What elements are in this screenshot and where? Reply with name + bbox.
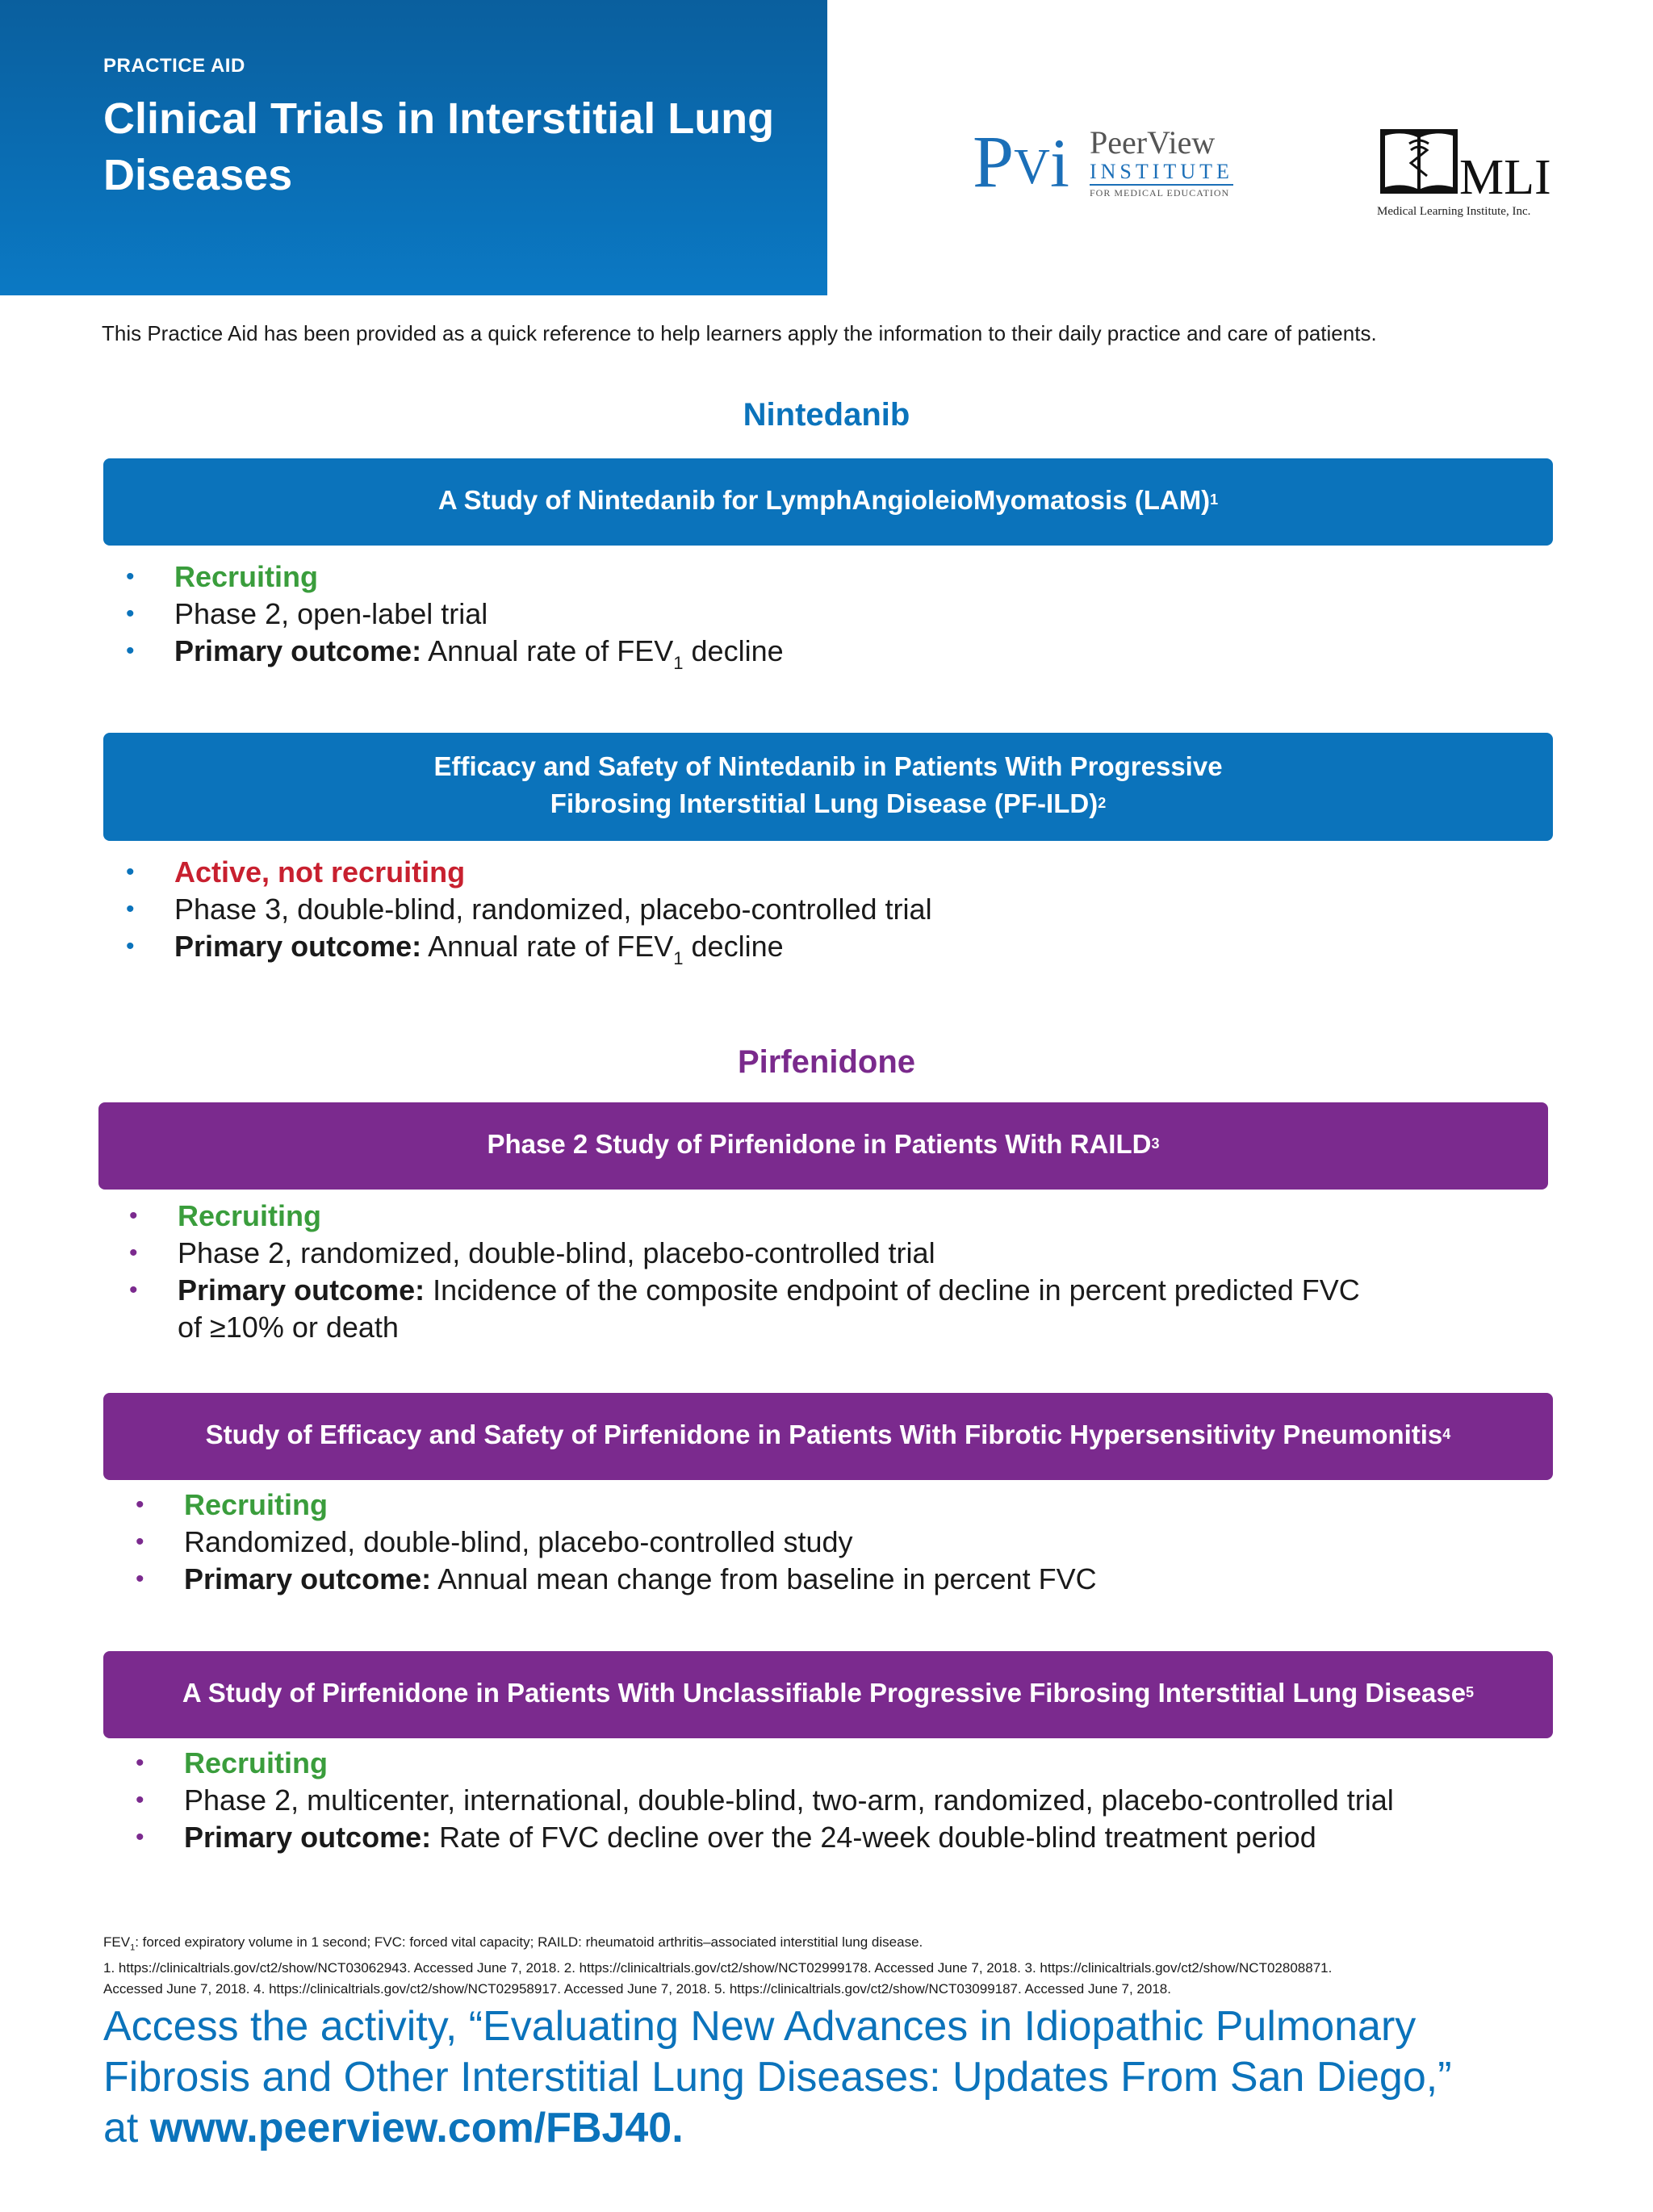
trial-banner-uild [103,1651,1553,1738]
list-item: • Primary outcome: Rate of FVC decline over the 24-week double-blind treatment period [136,1821,1316,1854]
trial-banner-fibrotic-hp [103,1393,1553,1480]
outcome-subscript: 1 [673,948,684,968]
trial-banner-lam [103,458,1553,546]
list-item: • Primary outcome: Incidence of the composite endpoint of decline in percent predicted FVC of ≥10% or death [129,1273,1360,1344]
trial-design: Phase 2, open-label trial [174,597,488,630]
abbr-text-end: : forced expiratory volume in 1 second; FVC: forced vital capacity; RAILD: rheumatoid arthritis–associated interstitial lung disease. [135,1934,923,1950]
mli-sub: Medical Learning Institute, Inc. [1377,205,1531,218]
page-title: Clinical Trials in Interstitial Lung Diseases [103,94,775,199]
trial-title: A Study of Pirfenidone in Patients With Unclassifiable Progressive Fibrosing Interstitial Lung Disease [182,1677,1467,1708]
ref-number: 4 [1442,1425,1451,1442]
pvi-name: PeerView [1090,124,1216,161]
trial-title-line1: Efficacy and Safety of Nintedanib in Patients With Progressive [433,751,1223,781]
list-item: • Primary outcome: Annual mean change from baseline in percent FVC [136,1562,1097,1595]
mli-letters: MLI [1459,150,1551,205]
list-item: • Recruiting [129,1199,322,1232]
ref-number: 1 [1210,491,1219,508]
trial-title: Phase 2 Study of Pirfenidone in Patients With RAILD [487,1128,1152,1159]
cta-at: at [103,2105,150,2151]
trial-title-line2: Fibrosing Interstitial Lung Disease (PF-ILD) [550,788,1099,818]
trial-banner-raild [98,1102,1548,1190]
outcome-text-end: decline [683,634,784,667]
list-item: • Phase 2, multicenter, international, double-blind, two-arm, randomized, placebo-controlled trial [136,1783,1394,1817]
eyebrow-label: PRACTICE AID [103,55,245,77]
trial-details-lam [126,558,784,674]
intro-text: This Practice Aid has been provided as a quick reference to help learners apply the information to their daily practice and care of patients. [102,321,1377,345]
mli-logo [1372,121,1566,226]
outcome-text: Rate of FVC decline over the 24-week double-blind treatment period [439,1821,1316,1854]
ref-number: 5 [1466,1683,1475,1700]
abbr-text: FEV [103,1934,131,1950]
list-item: • Phase 3, double-blind, randomized, placebo-controlled trial [126,893,932,926]
outcome-text: Incidence of the composite endpoint of decline in percent predicted FVC [433,1273,1360,1307]
list-item: • Phase 2, open-label trial [126,597,488,630]
trial-design: Phase 3, double-blind, randomized, placebo-controlled trial [174,893,932,926]
outcome-text: Annual rate of FEV [428,930,674,963]
trial-title: A Study of Nintedanib for LymphAngioleioMyomatosis (LAM) [437,484,1211,515]
pvi-sub: FOR MEDICAL EDUCATION [1090,187,1230,199]
list-item: • Phase 2, randomized, double-blind, placebo-controlled trial [129,1236,935,1269]
outcome-text: Annual mean change from baseline in percent FVC [437,1562,1097,1595]
ref-number: 2 [1098,794,1107,811]
trial-title: Study of Efficacy and Safety of Pirfenidone in Patients With Fibrotic Hypersensitivity Pneumonitis [205,1419,1443,1449]
trial-design: Phase 2, multicenter, international, double-blind, two-arm, randomized, placebo-controlled trial [184,1783,1394,1817]
list-item: • Randomized, double-blind, placebo-controlled study [136,1525,853,1558]
status-badge: Recruiting [184,1488,329,1521]
outcome-text-cont: of ≥10% or death [178,1311,399,1344]
outcome-label: Primary outcome: [184,1821,432,1854]
peerview-logo [973,121,1239,218]
list-item: • Active, not recruiting [126,855,466,889]
footnotes [103,1932,1572,2000]
trial-details-pf-ild [126,854,932,969]
book-caduceus-icon [1379,126,1459,197]
list-item: • Recruiting [136,1746,329,1779]
references-line1: 1. https://clinicaltrials.gov/ct2/show/NCT03062943. Accessed June 7, 2018. 2. https://clinicaltrials.gov/ct2/show/NCT02999178. Accessed June 7, 2018. 3. https://clinicaltrials.gov/ct2/show/NCT02808871. [103,1960,1333,1976]
list-item: • Recruiting [136,1488,329,1521]
trial-design: Randomized, double-blind, placebo-controlled study [184,1525,853,1558]
trial-banner-pf-ild [103,733,1553,841]
trial-design: Phase 2, randomized, double-blind, placebo-controlled trial [178,1236,935,1269]
list-item: • Recruiting [126,560,319,593]
outcome-text-end: decline [683,930,784,963]
abbr-subscript: 1 [130,1942,136,1953]
outcome-label: Primary outcome: [184,1562,432,1595]
list-item: • Primary outcome: Annual rate of $FEV_1$ decline [126,930,784,968]
status-badge: Active, not recruiting [174,855,466,889]
trial-details-uild [136,1745,1394,1856]
activity-link[interactable]: www.peerview.com/FBJ40. [149,2105,684,2151]
references-line2: Accessed June 7, 2018. 4. https://clinicaltrials.gov/ct2/show/NCT02958917. Accessed June 7, 2018. 5. https://clinicaltrials.gov/ct2/show/NCT03099187. Accessed June 7, 2018. [103,1981,1171,1997]
status-badge: Recruiting [174,560,319,593]
cta-line2: Fibrosis and Other Interstitial Lung Diseases: Updates From San Diego,” [103,2054,1452,2101]
status-badge: Recruiting [178,1199,322,1232]
abbreviations [103,1932,1572,1958]
outcome-label: Primary outcome: [174,634,422,667]
outcome-text: Annual rate of FEV [428,634,674,667]
call-to-action [103,2001,1621,2154]
list-item: • Primary outcome: Annual rate of $FEV_1$ decline [126,634,784,673]
section-heading-pirfenidone: Pirfenidone [737,1044,916,1080]
ref-number: 3 [1151,1135,1160,1152]
outcome-label: Primary outcome: [178,1273,425,1307]
pvi-institute: INSTITUTE [1090,160,1233,186]
outcome-label: Primary outcome: [174,930,422,963]
cta-line1: Access the activity, “Evaluating New Advances in Idiopathic Pulmonary [103,2003,1417,2050]
outcome-subscript: 1 [673,653,684,673]
status-badge: Recruiting [184,1746,329,1779]
trial-details-fibrotic-hp [136,1487,1097,1598]
trial-details-raild [129,1198,1360,1346]
header-banner [0,0,827,295]
pvi-mark: PVi [973,120,1069,203]
section-heading-nintedanib: Nintedanib [743,397,910,433]
